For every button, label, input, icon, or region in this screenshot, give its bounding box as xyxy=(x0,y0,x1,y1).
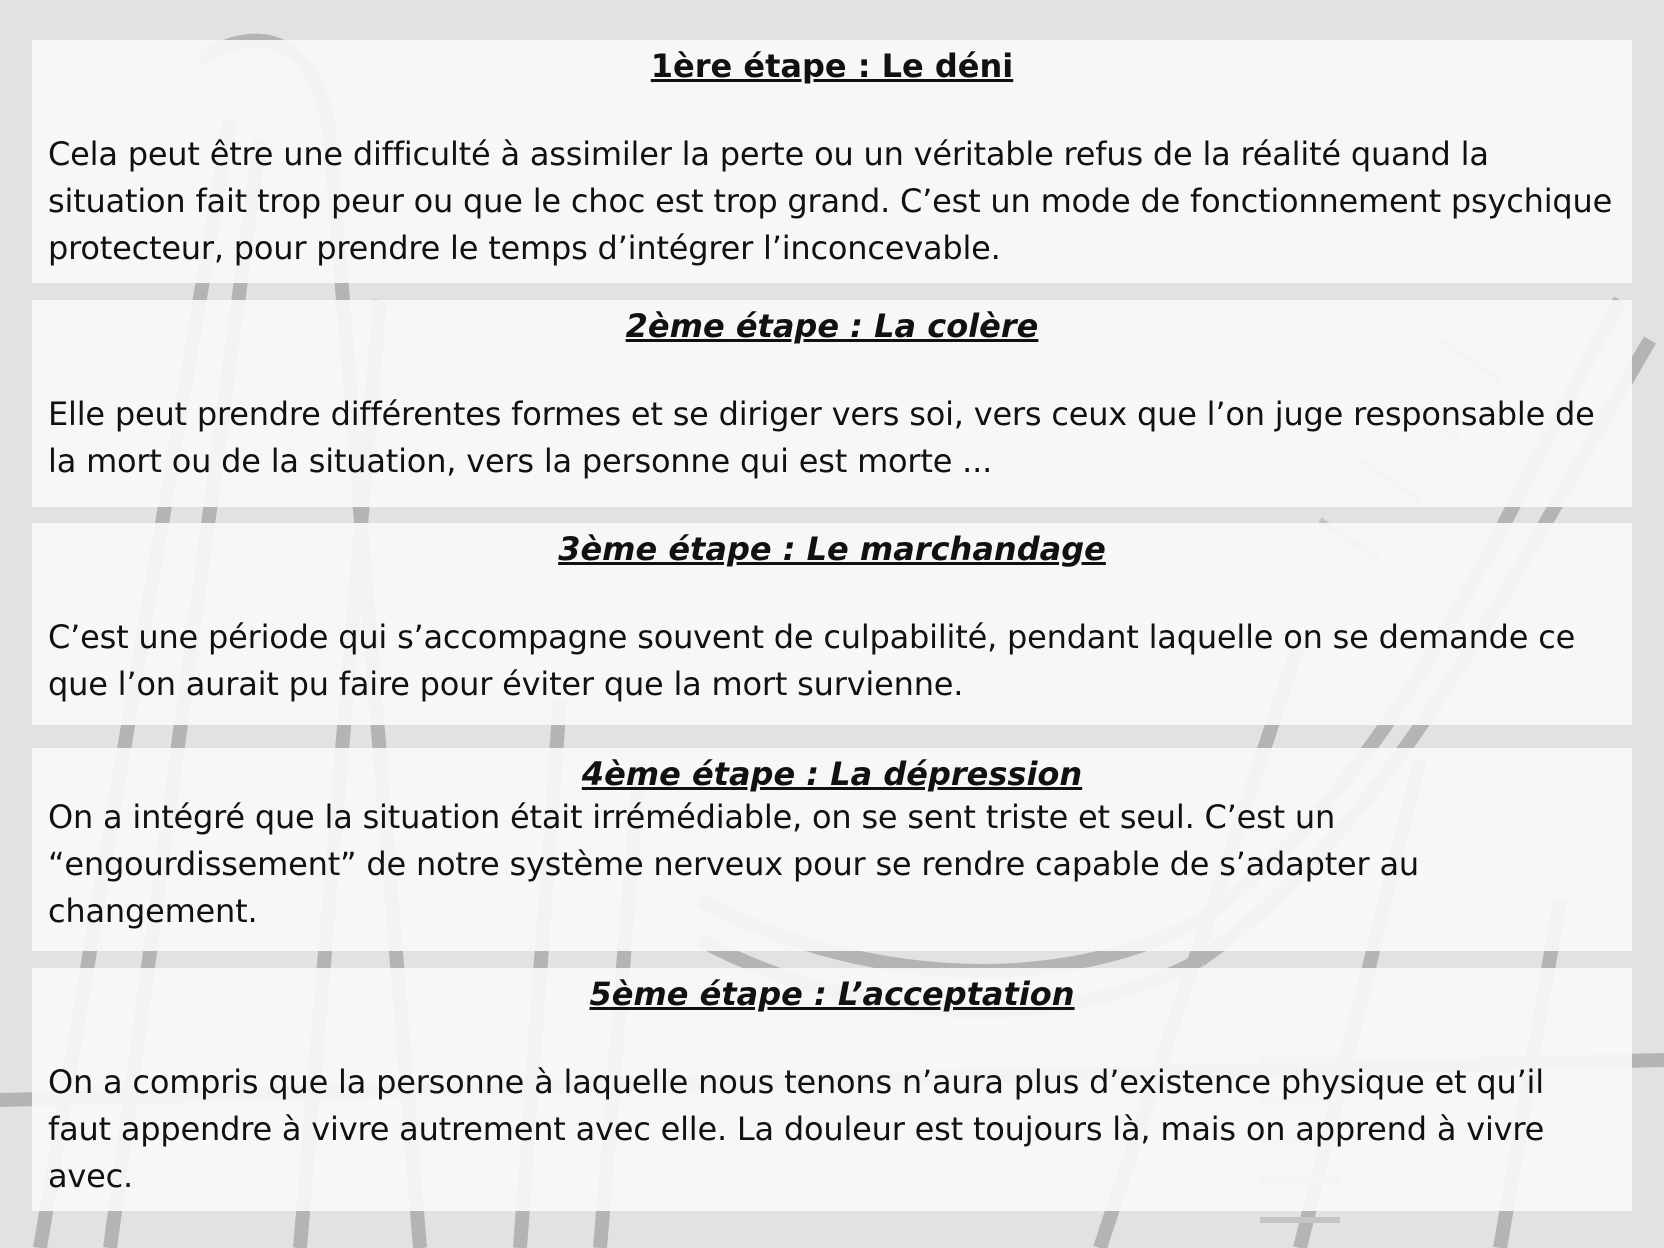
stage-title: 5ème étape : L’acceptation xyxy=(589,975,1075,1013)
stage-card-anger xyxy=(32,300,1632,507)
stage-card-depression xyxy=(32,748,1632,951)
stage-title: 4ème étape : La dépression xyxy=(581,755,1083,793)
stage-description: C’est une période qui s’accompagne souvent de culpabilité, pendant laquelle on se demande ce que l’on aurait pu faire pour éviter que la mort survienne. xyxy=(48,618,1576,703)
stage-description: On a intégré que la situation était irrémédiable, on se sent triste et seul. C’est un “engourdissement” de notre système nerveux pour se rendre capable de s’adapter au changement. xyxy=(48,798,1419,930)
stage-title: 2ème étape : La colère xyxy=(625,307,1039,345)
stage-title: 3ème étape : Le marchandage xyxy=(558,530,1106,568)
stage-title: 1ère étape : Le déni xyxy=(650,47,1014,85)
stage-card-bargaining xyxy=(32,523,1632,725)
stage-description: On a compris que la personne à laquelle nous tenons n’aura plus d’existence physique et qu’il faut appendre à vivre autrement avec elle. La douleur est toujours là, mais on apprend à vivre avec. xyxy=(48,1063,1545,1195)
stage-card-denial xyxy=(32,40,1632,283)
stage-description: Elle peut prendre différentes formes et se diriger vers soi, vers ceux que l’on juge responsable de la mort ou de la situation, vers la personne qui est morte ... xyxy=(48,395,1595,480)
stage-description: Cela peut être une difficulté à assimiler la perte ou un véritable refus de la réalité quand la situation fait trop peur ou que le choc est trop grand. C’est un mode de fonctionnement psychique protecteur, pour prendre le temps d’intégrer l’inconcevable. xyxy=(48,135,1613,267)
stage-card-acceptance xyxy=(32,968,1632,1211)
